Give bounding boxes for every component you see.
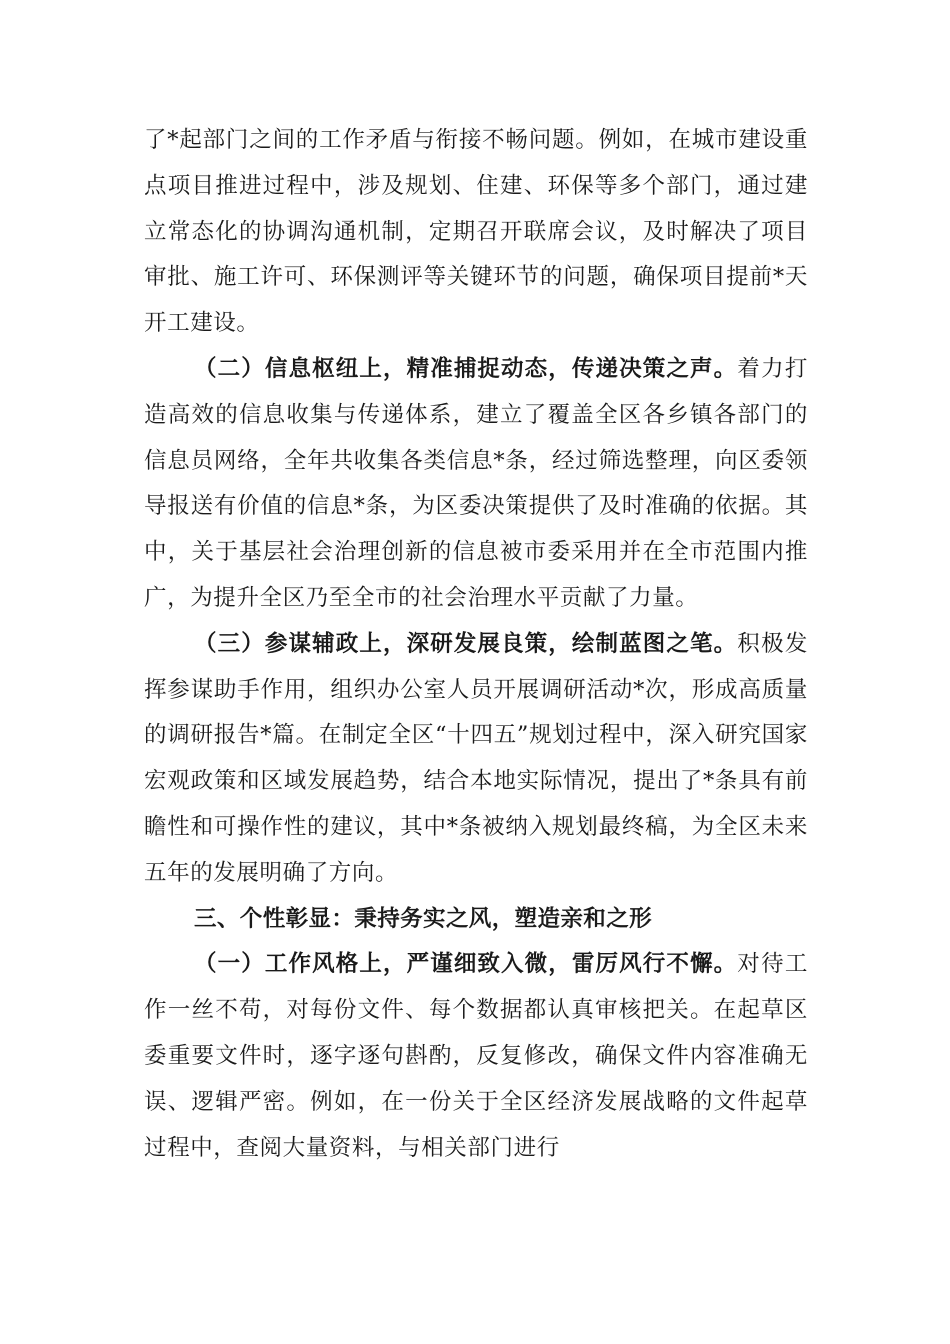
paragraph-information-hub [144,347,808,622]
subheading-information-hub: （二）信息枢纽上，精准捕捉动态，传递决策之声。 [194,355,738,382]
document-page [144,118,808,1171]
subheading-work-style: （一）工作风格上，严谨细致入微，雷厉风行不懈。 [194,951,738,978]
paragraph-work-style-body: 对待工作一丝不苟，对每份文件、每个数据都认真审核把关。在起草区委重要文件时，逐字逐句斟酌，反复修改，确保文件内容准确无误、逻辑严密。例如，在一份关于全区经济发展战略的文件起草过程中，查阅大量资料，与相关部门进行 [144,951,808,1161]
paragraph-advisory-role [144,622,808,897]
paragraph-coordination-continued: 了*起部门之间的工作矛盾与衔接不畅问题。例如，在城市建设重点项目推进过程中，涉及规划、住建、环保等多个部门，通过建立常态化的协调沟通机制，定期召开联席会议，及时解决了项目审批、施工许可、环保测评等关键环节的问题，确保项目提前*天开工建设。 [144,127,808,337]
section-heading-personality: 三、个性彰显：秉持务实之风，塑造亲和之形 [194,905,653,932]
paragraph-information-hub-body: 着力打造高效的信息收集与传递体系，建立了覆盖全区各乡镇各部门的信息员网络，全年共收集各类信息*条，经过筛选整理，向区委领导报送有价值的信息*条，为区委决策提供了及时准确的依据。其中，关于基层社会治理创新的信息被市委采用并在全市范围内推广，为提升全区乃至全市的社会治理水平贡献了力量。 [144,355,808,611]
subheading-advisory-role: （三）参谋辅政上，深研发展良策，绘制蓝图之笔。 [194,630,738,657]
paragraph-advisory-role-body: 积极发挥参谋助手作用，组织办公室人员开展调研活动*次，形成高质量的调研报告*篇。在制定全区“十四五”规划过程中，深入研究国家宏观政策和区域发展趋势，结合本地实际情况，提出了*条具有前瞻性和可操作性的建议，其中*条被纳入规划最终稿，为全区未来五年的发展明确了方向。 [144,630,808,886]
paragraph-work-style [144,942,808,1171]
